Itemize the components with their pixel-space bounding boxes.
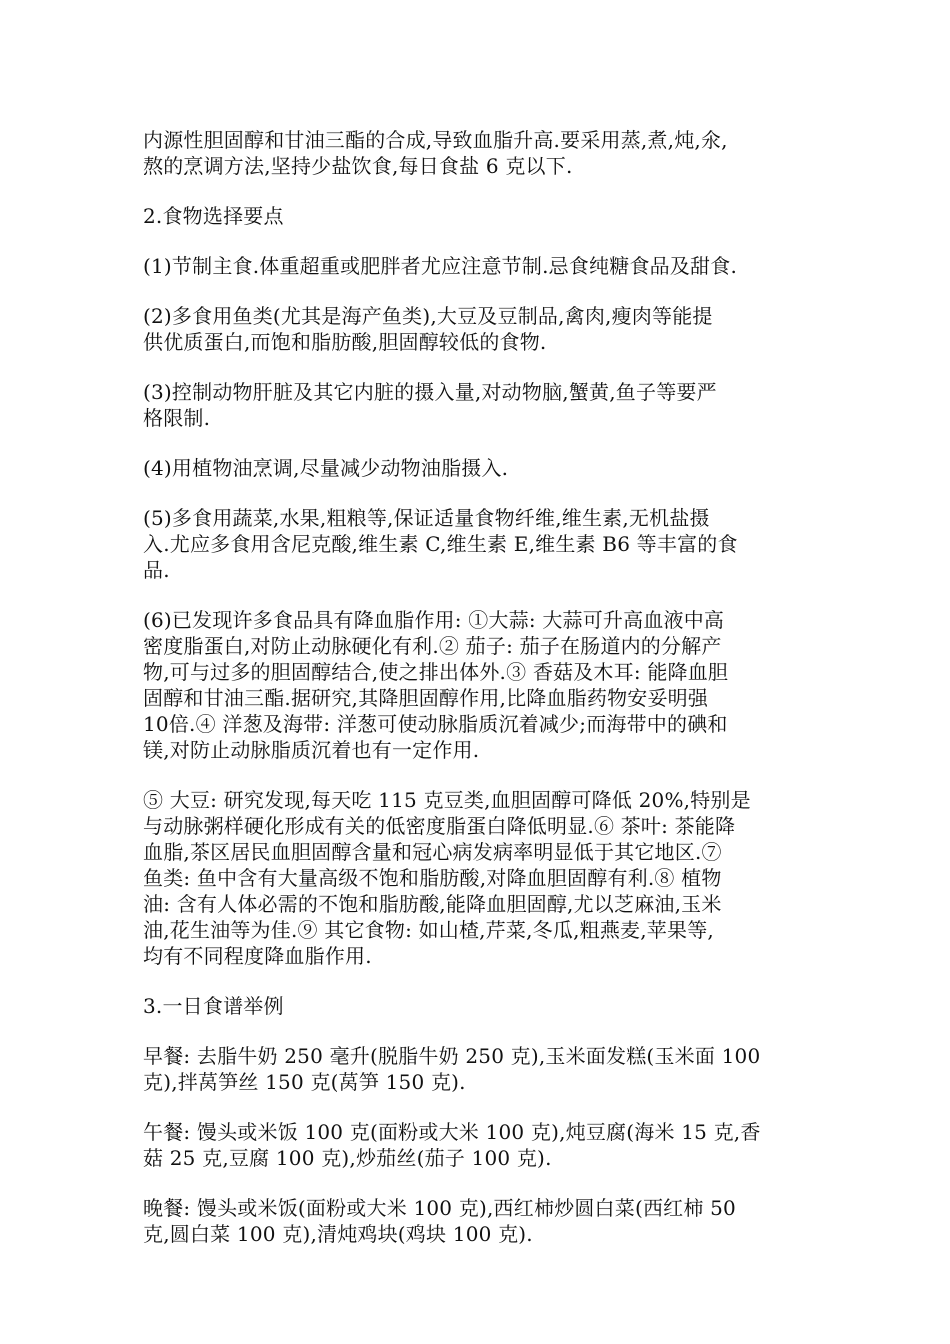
text-line: 10倍.④ 洋葱及海带: 洋葱可使动脉脂质沉着减少;而海带中的碘和 (143, 712, 728, 736)
text-line: (2)多食用鱼类(尤其是海产鱼类),大豆及豆制品,禽肉,瘦肉等能提 (143, 304, 713, 328)
paragraph-intro-continued (143, 127, 815, 179)
heading-text: 2.食物选择要点 (143, 204, 284, 228)
document-body (143, 127, 815, 1271)
section-heading-sample-menu (143, 993, 815, 1019)
text-line: 格限制. (143, 406, 211, 430)
menu-lunch (143, 1119, 815, 1171)
text-line: 血脂,茶区居民血胆固醇含量和冠心病发病率明显低于其它地区.⑦ (143, 840, 722, 864)
text-line: 物,可与过多的胆固醇结合,使之排出体外.③ 香菇及木耳: 能降血胆 (143, 660, 729, 684)
text-line: 鱼类: 鱼中含有大量高级不饱和脂肪酸,对降血胆固醇有利.⑧ 植物 (143, 866, 722, 890)
text-line: 油: 含有人体必需的不饱和脂肪酸,能降血胆固醇,尤以芝麻油,玉米 (143, 892, 722, 916)
menu-dinner (143, 1195, 815, 1247)
text-line: 午餐: 馒头或米饭 100 克(面粉或大米 100 克),炖豆腐(海米 15 克,香 (143, 1120, 761, 1144)
menu-breakfast (143, 1043, 815, 1095)
text-line: (1)节制主食.体重超重或肥胖者尤应注意节制.忌食纯糖食品及甜食. (143, 254, 738, 278)
text-line: 密度脂蛋白,对防止动脉硬化有利.② 茄子: 茄子在肠道内的分解产 (143, 634, 722, 658)
section-heading-food-selection (143, 203, 815, 229)
list-item-4 (143, 455, 815, 481)
list-item-6-continued (143, 787, 815, 969)
text-line: 品. (143, 558, 170, 582)
list-item-1 (143, 253, 815, 279)
text-line: 供优质蛋白,而饱和脂肪酸,胆固醇较低的食物. (143, 330, 547, 354)
text-line: 入.尤应多食用含尼克酸,维生素 C,维生素 E,维生素 B6 等丰富的食 (143, 532, 738, 556)
text-line: (6)已发现许多食品具有降血脂作用: ①大蒜: 大蒜可升高血液中高 (143, 608, 725, 632)
text-line: 油,花生油等为佳.⑨ 其它食物: 如山楂,芹菜,冬瓜,粗燕麦,苹果等, (143, 918, 714, 942)
heading-text: 3.一日食谱举例 (143, 994, 284, 1018)
list-item-3 (143, 379, 815, 431)
text-line: 克),拌莴笋丝 150 克(莴笋 150 克). (143, 1070, 466, 1094)
text-line: 早餐: 去脂牛奶 250 毫升(脱脂牛奶 250 克),玉米面发糕(玉米面 100 (143, 1044, 761, 1068)
text-line: (5)多食用蔬菜,水果,粗粮等,保证适量食物纤维,维生素,无机盐摄 (143, 506, 710, 530)
list-item-2 (143, 303, 815, 355)
text-line: ⑤ 大豆: 研究发现,每天吃 115 克豆类,血胆固醇可降低 20%,特别是 (143, 788, 751, 812)
text-line: 熬的烹调方法,坚持少盐饮食,每日食盐 6 克以下. (143, 154, 573, 178)
text-line: 固醇和甘油三酯.据研究,其降胆固醇作用,比降血脂药物安妥明强 (143, 686, 709, 710)
list-item-5 (143, 505, 815, 583)
text-line: 晚餐: 馒头或米饭(面粉或大米 100 克),西红柿炒圆白菜(西红柿 50 (143, 1196, 736, 1220)
text-line: (4)用植物油烹调,尽量减少动物油脂摄入. (143, 456, 509, 480)
text-line: 与动脉粥样硬化形成有关的低密度脂蛋白降低明显.⑥ 茶叶: 茶能降 (143, 814, 736, 838)
text-line: 菇 25 克,豆腐 100 克),炒茄丝(茄子 100 克). (143, 1146, 552, 1170)
text-line: 均有不同程度降血脂作用. (143, 944, 372, 968)
text-line: 镁,对防止动脉脂质沉着也有一定作用. (143, 738, 480, 762)
list-item-6 (143, 607, 815, 763)
text-line: 内源性胆固醇和甘油三酯的合成,导致血脂升高.要采用蒸,煮,炖,氽, (143, 128, 728, 152)
text-line: 克,圆白菜 100 克),清炖鸡块(鸡块 100 克). (143, 1222, 533, 1246)
text-line: (3)控制动物肝脏及其它内脏的摄入量,对动物脑,蟹黄,鱼子等要严 (143, 380, 717, 404)
